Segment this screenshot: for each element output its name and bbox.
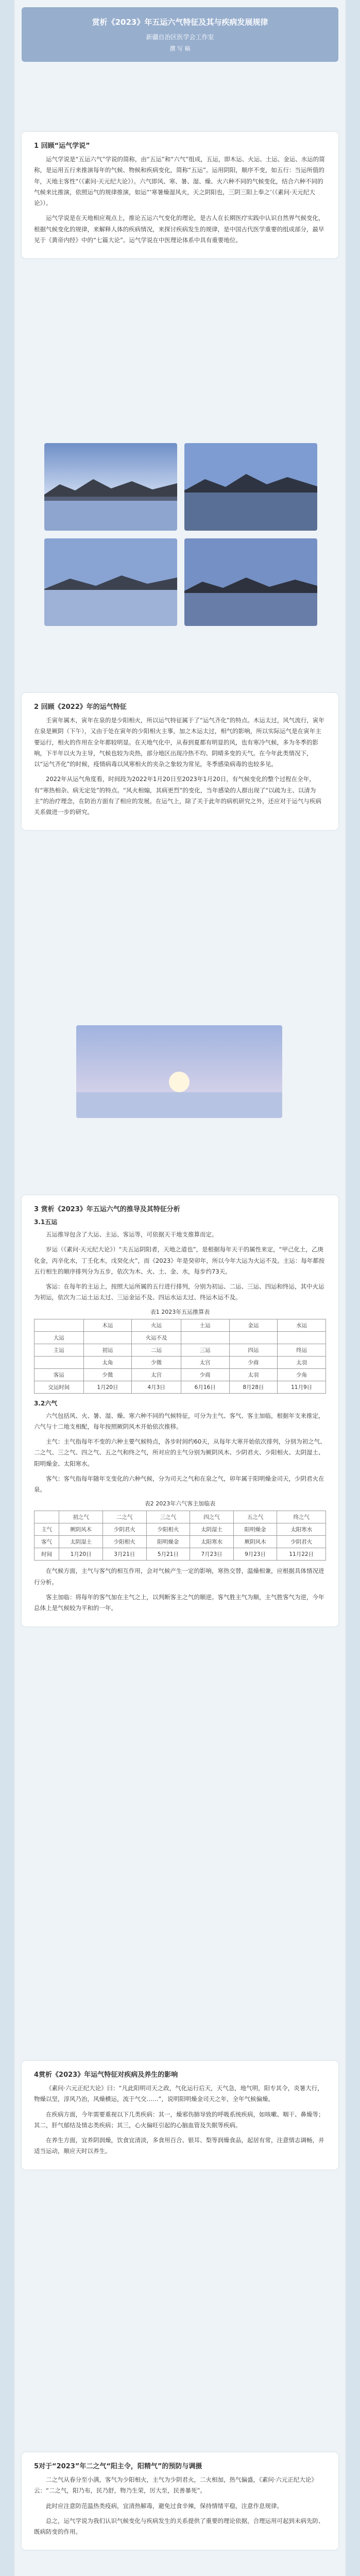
table-cell: 太阴湿土 (190, 1523, 234, 1536)
table-cell: 太角 (83, 1356, 132, 1368)
table-cell: 三之气 (146, 1511, 190, 1523)
article-title: 赏析《2023》年五运六气特征及其与疾病发展规律 (92, 18, 268, 27)
table-cell: 客气 (35, 1536, 59, 1548)
table-cell: 6月16日 (181, 1381, 229, 1393)
table-cell (83, 1331, 132, 1344)
table-row (35, 1511, 326, 1523)
table-cell: 少商 (229, 1356, 278, 1368)
table-cell: 4月3日 (132, 1381, 181, 1393)
section-4-card (22, 2061, 338, 2170)
table-row (35, 1356, 326, 1368)
lake-photo (44, 538, 177, 626)
table-cell: 少阴君火 (102, 1523, 146, 1536)
section-2-paragraph: 2022年从运气角度看，时间段为2022年1月20日至2023年1月20日，有气候变化的整个过程在全年，有“寒热相杂、病无定处”的特点。“风火相煽，其病更烈”的变化，当年感染的人群出现了“以疏为主、以清为主”的治疗理念，在防治方面有了相应的发展。在运气上，除了关于此年的病机研究之外，还应对于运气与疾病关系做进一步的研究。 (34, 775, 321, 816)
table-cell: 1月20日 (59, 1548, 103, 1561)
table-cell: 四运 (229, 1344, 278, 1356)
table-cell: 少商 (181, 1368, 229, 1381)
table-cell: 8月28日 (229, 1381, 278, 1393)
table-cell: 少角 (278, 1368, 326, 1381)
section-5-heading: 5对于“2023”年二之气“阳主令，阳精气”的预防与调摄 (34, 2463, 202, 2470)
table-cell: 五之气 (233, 1511, 277, 1523)
lake-photo-image (44, 538, 177, 626)
section-2-card (22, 693, 338, 830)
sunset-photo-image (76, 1025, 282, 1118)
table-cell: 3月21日 (102, 1548, 146, 1561)
table-cell: 7月23日 (190, 1548, 234, 1561)
table-cell: 太阴湿土 (59, 1536, 103, 1548)
table-cell: 主运 (35, 1344, 84, 1356)
table-cell: 三运 (181, 1344, 229, 1356)
article-header-banner (22, 7, 338, 62)
table-row (35, 1319, 326, 1331)
table-cell: 金运 (229, 1319, 278, 1331)
section-2-paragraph: 壬寅年属木，寅年在泉的是少阳相火，所以运气特征属于了“运气齐化”的特点。木运太过，风气流行，寅年在泉是厥阴（下午），又由于处在寅年的少阳相火主事，加之木运太过，相气的影响，所以实际运气是在寅年主要运行，相火的作用在全年都较明显。在天地气化中，从春到夏都有明显的风，也有寒冷气候，多为冬季的影响，下半年以火为主导，气候也较为炎热，部分地区出现冷热不均、阴晴多变的天气。在今年此类情况下，以“运气齐化”的时候，疫情病毒以风寒相火的夹杂之象较为常见，冬季感染病毒的也较多见。 (34, 717, 324, 768)
lake-photo-image (184, 538, 317, 626)
article-page (14, 0, 346, 2576)
table-cell: 初之气 (59, 1511, 103, 1523)
table-cell: 9月23日 (233, 1548, 277, 1561)
table-cell: 火运不及 (132, 1331, 181, 1344)
lake-photo (184, 443, 317, 531)
table-cell (278, 1331, 326, 1344)
table-cell: 时间 (35, 1548, 59, 1561)
table-cell: 厥阴风木 (233, 1536, 277, 1548)
table-cell: 水运 (278, 1319, 326, 1331)
section-1-paragraph: 运气学说是在天地相应观点上，推论五运六气变化的理论，是古人在长期医疗实践中认识自然界气候变化，根据气候变化的规律，来解释人体的疾病情况，来探讨疾病发生的规律，是中国古代医学重要的组成部分，最早见于《黄帝内经》中的“七篇大论”。运气学说在中医理论体系中具有重要地位。 (34, 214, 324, 244)
section-4-paragraph: 在养生方面，宜养阴润燥，饮食宜清淡，多食用百合、银耳、梨等润燥食品，起居有常，注意情志调畅，并适当运动，顺应天时以养生。 (34, 2137, 324, 2155)
table-cell (181, 1331, 229, 1344)
table-cell: 二之气 (102, 1511, 146, 1523)
table-cell: 阳明燥金 (233, 1523, 277, 1536)
article-author: 撰 写 稿 (169, 45, 191, 52)
table-cell: 太羽 (229, 1368, 278, 1381)
table-cell: 太羽 (278, 1356, 326, 1368)
lake-photo (184, 538, 317, 626)
section-3-paragraph: 客运：在每年的主运上，按照大运所属的五行进行排列，分别为初运、二运、三运、四运和终运，其中火运为初运，依次为二运土运太过、三运金运不及、四运水运太过、终运木运不及。 (34, 1283, 324, 1301)
table-cell: 客运 (35, 1368, 84, 1381)
section-3-paragraph: 客主加临：将每年的客气加在主气之上，以判断客主之气的顺逆。客气胜主气为顺，主气胜客气为逆，今年总体上是气候较为平和的一年。 (34, 1593, 324, 1612)
table-cell: 少徵 (83, 1368, 132, 1381)
lake-photo (44, 443, 177, 531)
section-4-paragraph: 《素问·六元正纪大论》曰：“凡此阳明司天之政，气化运行后天，天气急，地气明，阳专其令，炎暑大行，物燥以坚，淳风乃治，风燥横运，流于气交……”，说明阳明燥金司天之年，全年气候偏燥。 (34, 2084, 323, 2103)
section-3-heading: 3 赏析《2023》年五运六气的推导及其特征分析 (34, 1206, 180, 1213)
section-3-paragraph: 五运推导包含了大运、主运、客运等，可依据天干地支推算而定。 (46, 1231, 218, 1238)
section-3-subheading: 3.1五运 (34, 1218, 58, 1226)
table-row (35, 1381, 326, 1393)
sunset-photo (76, 1025, 282, 1118)
table-2-caption: 表2 2023年六气客主加临表 (144, 1500, 216, 1507)
section-4-paragraph: 在疾病方面，今年需要重视以下几类疾病：其一，燥邪伤肺导致的呼吸系统疾病，如咳嗽、咽干、鼻燥等；其二，肝气郁结及情志类疾病；其三，心火偏旺引起的心脑血管及失眠等疾病。 (34, 2110, 324, 2129)
table-cell (229, 1331, 278, 1344)
table-1 (34, 1319, 326, 1394)
table-cell: 土运 (181, 1319, 229, 1331)
table-cell: 11月22日 (277, 1548, 326, 1561)
table-cell (35, 1319, 84, 1331)
table-cell: 太阳寒水 (277, 1523, 326, 1536)
table-cell: 1月20日 (83, 1381, 132, 1393)
section-3-subheading: 3.2六气 (34, 1399, 58, 1407)
lake-photo-image (44, 443, 177, 531)
table-row (35, 1344, 326, 1356)
table-row (35, 1523, 326, 1536)
table-1-caption: 表1 2023年五运推算表 (150, 1308, 210, 1315)
table-cell: 11月9日 (278, 1381, 326, 1393)
table-cell: 少阳相火 (146, 1523, 190, 1536)
table-cell: 终运 (278, 1344, 326, 1356)
table-cell (35, 1356, 84, 1368)
table-cell: 太宫 (132, 1368, 181, 1381)
table-cell: 少阴君火 (277, 1536, 326, 1548)
section-3-paragraph: 六气包括风、火、暑、湿、燥、寒六种不同的气候特征，可分为主气、客气、客主加临，根据年支来推定，六气与十二地支相配，每年按照厥阴风木开始依次推移。 (34, 1412, 324, 1430)
table-cell (35, 1511, 59, 1523)
table-cell: 阳明燥金 (146, 1536, 190, 1548)
section-2-heading: 2 回顾《2022》年的运气特征 (34, 703, 127, 711)
section-5-paragraph: 二之气从春分至小满，客气为少阳相火，主气为少阴君火，二火相加，热气偏盛，《素问·六元正纪大论》云：“二之气，阳乃布，民乃舒，物乃生荣，厉大至，民善暴死”。 (34, 2476, 317, 2495)
table-row (35, 1368, 326, 1381)
table-2 (34, 1511, 326, 1561)
section-3-card (22, 1195, 338, 1626)
table-cell: 太阳寒水 (190, 1536, 234, 1548)
table-row (35, 1536, 326, 1548)
section-5-paragraph: 总之，运气学说为我们认识气候变化与疾病发生的关系提供了重要的理论依据，合理运用可起到未病先防、既病防变的作用。 (34, 2517, 324, 2536)
table-cell: 主气 (35, 1523, 59, 1536)
section-1-paragraph: 运气学说是“五运六气”学说的简称，由“五运”和“六气”组成，五运，即木运、火运、土运、金运、水运的简称，是运用五行来推演每年的气候、物候和疾病变化，简称“五运”。运用阴阳，顺序不变，如五行：当运所值的年，天地主客性“（《素问·天元纪大论》）。六气即风、寒、暑、湿、燥、火六种不同的气候变化，结合六种不同的气候来比推演，依照运气的规律推演，如运“‘寒暑燥湿风火，天之阴阳也，三阴三阳上奉之’（《素问·天元纪大论》）。 (34, 156, 325, 207)
table-cell: 终之气 (277, 1511, 326, 1523)
lake-photo-image (184, 443, 317, 531)
table-cell: 5月21日 (146, 1548, 190, 1561)
section-4-heading: 4赏析《2023》年运气特征对疾病及养生的影响 (34, 2071, 178, 2079)
table-row (35, 1548, 326, 1561)
table-cell: 厥阴风木 (59, 1523, 103, 1536)
table-cell: 四之气 (190, 1511, 234, 1523)
table-cell: 少徵 (132, 1356, 181, 1368)
table-cell: 初运 (83, 1344, 132, 1356)
section-1-card (22, 132, 338, 258)
section-1-heading: 1 回顾“运气学说” (34, 142, 90, 150)
table-cell: 交运时间 (35, 1381, 84, 1393)
table-cell: 太宫 (181, 1356, 229, 1368)
table-cell: 火运 (132, 1319, 181, 1331)
table-cell: 大运 (35, 1331, 84, 1344)
table-cell: 木运 (83, 1319, 132, 1331)
table-row (35, 1331, 326, 1344)
section-3-paragraph: 岁运（《素问·天元纪大论》）“夫五运阴阳者，天地之道也”，是根据每年天干的属性来定，“甲己化土，乙庚化金，丙辛化水，丁壬化木，戊癸化火”，而《2023》年是癸卯年，所以今年大运为火运不及。主运：每年都按五行相生的顺序排列分为五步，依次为木、火、土、金、水，每步约73天。 (34, 1246, 325, 1275)
article-subtitle: 新疆自治区医学会工作室 (146, 33, 214, 41)
section-3-paragraph: 主气：主气指每年不变的六种主要气候特点，各步时间约60天，从每年大寒开始依次排列，分别为初之气、二之气、三之气、四之气、五之气和终之气，所对应的主气分别为厥阴风木、少阴君火、少阳相火、太阴湿土、阳明燥金、太阳寒水。 (34, 1438, 326, 1467)
section-5-paragraph: 此时应注意防范温热类疫病，宜清热解毒，避免过食辛辣，保持情绪平稳，注意作息规律。 (46, 2502, 283, 2510)
section-5-card (22, 2452, 338, 2550)
section-3-paragraph: 客气：客气指每年随年支变化的六种气候，分为司天之气和在泉之气，卯年属于阳明燥金司天，少阴君火在泉。 (34, 1475, 324, 1494)
table-cell: 少阳相火 (102, 1536, 146, 1548)
table-cell: 二运 (132, 1344, 181, 1356)
section-3-paragraph: 在气候方面，主气与客气的相互作用，会对气候产生一定的影响，寒热交替，温燥相兼，应根据具体情况进行分析。 (34, 1567, 324, 1586)
